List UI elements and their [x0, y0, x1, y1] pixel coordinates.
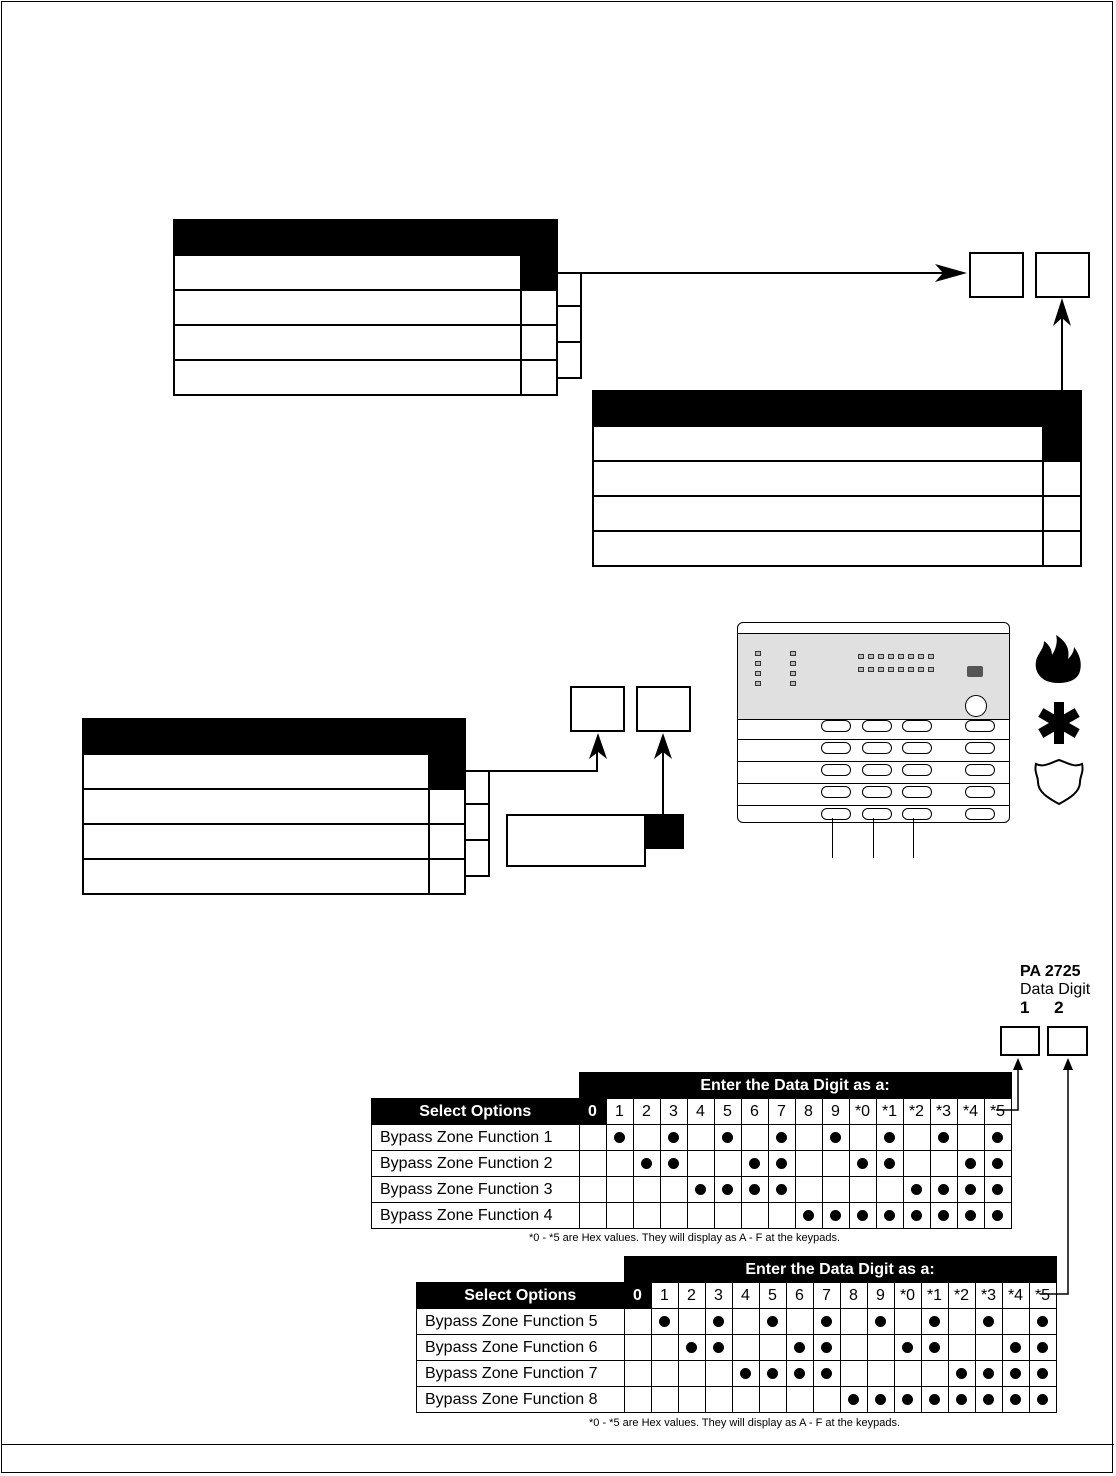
option-cell[interactable] — [651, 1387, 678, 1413]
option-cell[interactable] — [741, 1177, 768, 1203]
option-cell[interactable] — [813, 1387, 840, 1413]
connector-line — [488, 770, 490, 877]
options-grid-1 — [371, 1072, 1012, 1229]
row-label: Bypass Zone Function 5 — [417, 1309, 625, 1335]
row-label: Bypass Zone Function 1 — [372, 1125, 580, 1151]
arrow-up-icon — [587, 733, 609, 761]
option-cell[interactable] — [687, 1151, 714, 1177]
column-header: 6 — [741, 1099, 768, 1125]
option-cell[interactable] — [759, 1335, 786, 1361]
option-cell[interactable] — [633, 1151, 660, 1177]
option-cell[interactable] — [957, 1203, 984, 1229]
select-options-header: Select Options — [417, 1283, 625, 1309]
selected-dot-icon — [1010, 1342, 1021, 1353]
table-row — [417, 1387, 1057, 1413]
column-header: 5 — [714, 1099, 741, 1125]
option-cell[interactable] — [822, 1151, 849, 1177]
selected-dot-icon — [1037, 1368, 1048, 1379]
option-table-bottom-left — [82, 718, 466, 895]
column-header: *5 — [984, 1099, 1011, 1125]
option-cell[interactable] — [606, 1177, 633, 1203]
selected-dot-icon — [659, 1316, 670, 1327]
option-cell[interactable] — [624, 1309, 651, 1335]
option-cell[interactable] — [975, 1309, 1002, 1335]
digit-box-1[interactable] — [570, 686, 625, 732]
selected-dot-icon — [1010, 1394, 1021, 1405]
column-header: 4 — [687, 1099, 714, 1125]
option-cell[interactable] — [957, 1151, 984, 1177]
selected-dot-icon — [1037, 1342, 1048, 1353]
selected-dot-icon — [857, 1210, 868, 1221]
option-cell[interactable] — [732, 1361, 759, 1387]
selected-dot-icon — [929, 1316, 940, 1327]
option-cell[interactable] — [741, 1151, 768, 1177]
selected-dot-icon — [722, 1132, 733, 1143]
option-cell[interactable] — [957, 1177, 984, 1203]
option-cell[interactable] — [948, 1387, 975, 1413]
row-label: Bypass Zone Function 8 — [417, 1387, 625, 1413]
selected-dot-icon — [902, 1342, 913, 1353]
column-header: 6 — [786, 1283, 813, 1309]
selected-dot-icon — [938, 1184, 949, 1195]
options-grid-2 — [416, 1256, 1057, 1413]
option-cell[interactable] — [651, 1335, 678, 1361]
option-cell[interactable] — [687, 1177, 714, 1203]
option-cell[interactable] — [633, 1203, 660, 1229]
option-cell[interactable] — [660, 1125, 687, 1151]
column-header: 9 — [822, 1099, 849, 1125]
selected-dot-icon — [794, 1368, 805, 1379]
arrow-up-icon — [1051, 298, 1073, 328]
connector-line — [466, 770, 598, 772]
option-cell[interactable] — [849, 1151, 876, 1177]
option-cell[interactable] — [795, 1125, 822, 1151]
column-header: *3 — [975, 1283, 1002, 1309]
keypad-display-panel — [738, 633, 1010, 720]
selected-dot-icon — [875, 1394, 886, 1405]
selected-dot-icon — [983, 1394, 994, 1405]
table-row — [372, 1203, 1012, 1229]
option-cell[interactable] — [948, 1335, 975, 1361]
selected-dot-icon — [776, 1158, 787, 1169]
option-cell[interactable] — [849, 1125, 876, 1151]
selected-dot-icon — [1037, 1394, 1048, 1405]
selected-dot-icon — [803, 1210, 814, 1221]
column-header: 3 — [705, 1283, 732, 1309]
option-cell[interactable] — [894, 1309, 921, 1335]
column-header: 0 — [624, 1283, 651, 1309]
row-label: Bypass Zone Function 2 — [372, 1151, 580, 1177]
option-cell[interactable] — [705, 1335, 732, 1361]
pa-subtitle: Data Digit — [1020, 981, 1091, 998]
selected-dot-icon — [956, 1394, 967, 1405]
selected-dot-icon — [686, 1342, 697, 1353]
option-cell[interactable] — [714, 1203, 741, 1229]
option-cell[interactable] — [678, 1335, 705, 1361]
selected-dot-icon — [938, 1132, 949, 1143]
option-cell[interactable] — [786, 1387, 813, 1413]
connector-line — [558, 341, 582, 343]
keypad-leader-line — [873, 818, 874, 858]
selected-dot-icon — [992, 1210, 1003, 1221]
police-badge-icon — [1030, 758, 1088, 806]
option-cell[interactable] — [876, 1151, 903, 1177]
option-cell[interactable] — [921, 1361, 948, 1387]
flame-icon — [1030, 633, 1086, 685]
option-cell[interactable] — [921, 1335, 948, 1361]
pa-digit-numbers: 1 2 — [1020, 998, 1064, 1017]
column-header: 4 — [732, 1283, 759, 1309]
selected-dot-icon — [992, 1132, 1003, 1143]
column-header: 7 — [813, 1283, 840, 1309]
selected-dot-icon — [956, 1368, 967, 1379]
column-header: *2 — [903, 1099, 930, 1125]
option-table-middle-right — [592, 390, 1082, 567]
option-cell[interactable] — [822, 1125, 849, 1151]
grid-banner: Enter the Data Digit as a: — [624, 1257, 1056, 1283]
option-cell[interactable] — [624, 1387, 651, 1413]
selected-dot-icon — [983, 1368, 994, 1379]
option-cell[interactable] — [705, 1309, 732, 1335]
connector-line — [558, 377, 582, 379]
column-header: 5 — [759, 1283, 786, 1309]
column-header: *2 — [948, 1283, 975, 1309]
option-cell[interactable] — [876, 1203, 903, 1229]
selected-dot-icon — [911, 1184, 922, 1195]
option-cell[interactable] — [741, 1125, 768, 1151]
option-cell[interactable] — [687, 1203, 714, 1229]
arrow-right-icon — [935, 262, 969, 284]
row-label: Bypass Zone Function 7 — [417, 1361, 625, 1387]
selected-dot-icon — [884, 1158, 895, 1169]
column-header: 8 — [840, 1283, 867, 1309]
keypad-knob — [965, 695, 987, 717]
keypad-logo — [967, 666, 983, 677]
option-cell[interactable] — [975, 1387, 1002, 1413]
connector-line — [466, 803, 490, 805]
selected-dot-icon — [695, 1184, 706, 1195]
option-cell[interactable] — [957, 1125, 984, 1151]
option-cell[interactable] — [975, 1335, 1002, 1361]
option-cell[interactable] — [732, 1335, 759, 1361]
selected-dot-icon — [857, 1158, 868, 1169]
option-cell[interactable] — [759, 1361, 786, 1387]
option-cell[interactable] — [822, 1203, 849, 1229]
option-cell[interactable] — [930, 1151, 957, 1177]
option-cell[interactable] — [786, 1309, 813, 1335]
selected-dot-icon — [668, 1158, 679, 1169]
option-cell[interactable] — [984, 1125, 1011, 1151]
selected-dot-icon — [614, 1132, 625, 1143]
option-cell[interactable] — [741, 1203, 768, 1229]
selected-dot-icon — [929, 1342, 940, 1353]
column-header: *3 — [930, 1099, 957, 1125]
selected-dot-icon — [821, 1342, 832, 1353]
table-row — [372, 1177, 1012, 1203]
column-header: 1 — [606, 1099, 633, 1125]
connector-line — [466, 839, 490, 841]
option-cell[interactable] — [1029, 1361, 1056, 1387]
column-header: *0 — [849, 1099, 876, 1125]
keypad-leader-line — [832, 818, 833, 858]
option-cell[interactable] — [930, 1177, 957, 1203]
keypad-illustration — [737, 622, 1010, 823]
option-cell[interactable] — [579, 1177, 606, 1203]
selected-dot-icon — [776, 1184, 787, 1195]
column-header: *4 — [1002, 1283, 1029, 1309]
connector-line — [466, 875, 490, 877]
selected-dot-icon — [767, 1368, 778, 1379]
option-cell[interactable] — [1002, 1361, 1029, 1387]
option-cell[interactable] — [867, 1335, 894, 1361]
option-cell[interactable] — [840, 1309, 867, 1335]
option-cell[interactable] — [984, 1151, 1011, 1177]
option-cell[interactable] — [813, 1309, 840, 1335]
selected-dot-icon — [713, 1342, 724, 1353]
column-header: 7 — [768, 1099, 795, 1125]
option-cell[interactable] — [633, 1177, 660, 1203]
option-cell[interactable] — [849, 1177, 876, 1203]
column-header: *0 — [894, 1283, 921, 1309]
option-cell[interactable] — [714, 1151, 741, 1177]
option-cell[interactable] — [1002, 1387, 1029, 1413]
option-table-top-left — [173, 219, 558, 396]
option-cell[interactable] — [714, 1125, 741, 1151]
selected-dot-icon — [884, 1132, 895, 1143]
option-cell[interactable] — [840, 1387, 867, 1413]
option-cell[interactable] — [633, 1125, 660, 1151]
selected-dot-icon — [713, 1316, 724, 1327]
selected-dot-icon — [668, 1132, 679, 1143]
option-cell[interactable] — [579, 1203, 606, 1229]
option-cell[interactable] — [1029, 1335, 1056, 1361]
option-cell[interactable] — [732, 1387, 759, 1413]
column-header: 2 — [678, 1283, 705, 1309]
digit-box-2[interactable] — [636, 686, 691, 732]
connector-line — [580, 272, 582, 379]
option-cell[interactable] — [876, 1125, 903, 1151]
column-header: 9 — [867, 1283, 894, 1309]
column-header: *1 — [921, 1283, 948, 1309]
option-cell[interactable] — [759, 1387, 786, 1413]
option-cell[interactable] — [795, 1177, 822, 1203]
table-row — [372, 1125, 1012, 1151]
column-header: *5 — [1029, 1283, 1056, 1309]
selected-dot-icon — [740, 1368, 751, 1379]
option-cell[interactable] — [651, 1309, 678, 1335]
selected-dot-icon — [965, 1184, 976, 1195]
row-label: Bypass Zone Function 4 — [372, 1203, 580, 1229]
option-cell[interactable] — [624, 1335, 651, 1361]
asterisk-icon — [1036, 700, 1082, 746]
option-cell[interactable] — [786, 1335, 813, 1361]
option-cell[interactable] — [903, 1125, 930, 1151]
column-header: 0 — [579, 1099, 606, 1125]
option-cell[interactable] — [795, 1151, 822, 1177]
option-cell[interactable] — [678, 1361, 705, 1387]
selected-dot-icon — [938, 1210, 949, 1221]
option-cell[interactable] — [876, 1177, 903, 1203]
selected-dot-icon — [884, 1210, 895, 1221]
keypad-leader-line — [913, 818, 914, 858]
option-cell[interactable] — [840, 1335, 867, 1361]
hex-note: *0 - *5 are Hex values. They will display as A - F at the keypads. — [529, 1232, 841, 1244]
option-cell[interactable] — [705, 1387, 732, 1413]
option-cell[interactable] — [921, 1387, 948, 1413]
selected-dot-icon — [983, 1316, 994, 1327]
pa-label — [1020, 963, 1090, 1017]
option-cell[interactable] — [768, 1203, 795, 1229]
option-cell[interactable] — [921, 1309, 948, 1335]
option-cell[interactable] — [930, 1203, 957, 1229]
arrow-up-icon — [652, 733, 674, 761]
selected-dot-icon — [749, 1184, 760, 1195]
option-cell[interactable] — [606, 1125, 633, 1151]
selected-dot-icon — [902, 1394, 913, 1405]
grid-banner: Enter the Data Digit as a: — [579, 1073, 1011, 1099]
option-cell[interactable] — [624, 1361, 651, 1387]
digit-box-2[interactable] — [1035, 252, 1090, 298]
option-cell[interactable] — [822, 1177, 849, 1203]
selected-dot-icon — [830, 1210, 841, 1221]
option-cell[interactable] — [768, 1125, 795, 1151]
option-cell[interactable] — [867, 1361, 894, 1387]
option-cell[interactable] — [849, 1203, 876, 1229]
bottom-rule — [2, 1444, 1114, 1445]
selected-dot-icon — [776, 1132, 787, 1143]
value-box-marker — [644, 814, 684, 849]
option-cell[interactable] — [768, 1151, 795, 1177]
select-options-header: Select Options — [372, 1099, 580, 1125]
selected-dot-icon — [965, 1158, 976, 1169]
option-cell[interactable] — [1029, 1309, 1056, 1335]
table-row — [417, 1335, 1057, 1361]
option-cell[interactable] — [660, 1203, 687, 1229]
option-cell[interactable] — [903, 1203, 930, 1229]
option-cell[interactable] — [579, 1125, 606, 1151]
option-cell[interactable] — [660, 1177, 687, 1203]
option-cell[interactable] — [678, 1309, 705, 1335]
column-header: 8 — [795, 1099, 822, 1125]
option-cell[interactable] — [1029, 1387, 1056, 1413]
value-box — [506, 814, 646, 867]
data-digit-box-1[interactable] — [1000, 1026, 1040, 1056]
option-cell[interactable] — [975, 1361, 1002, 1387]
connector-line — [558, 272, 943, 274]
option-cell[interactable] — [984, 1203, 1011, 1229]
column-header: *1 — [876, 1099, 903, 1125]
option-cell[interactable] — [705, 1361, 732, 1387]
row-label: Bypass Zone Function 6 — [417, 1335, 625, 1361]
digit-box-1[interactable] — [969, 252, 1024, 298]
option-cell[interactable] — [714, 1177, 741, 1203]
selected-dot-icon — [875, 1316, 886, 1327]
column-header: 1 — [651, 1283, 678, 1309]
option-cell[interactable] — [813, 1361, 840, 1387]
table-row — [417, 1361, 1057, 1387]
column-header: 3 — [660, 1099, 687, 1125]
selected-dot-icon — [929, 1394, 940, 1405]
option-cell[interactable] — [894, 1387, 921, 1413]
option-cell[interactable] — [606, 1151, 633, 1177]
hex-note: *0 - *5 are Hex values. They will display as A - F at the keypads. — [589, 1417, 901, 1429]
selected-dot-icon — [911, 1210, 922, 1221]
table-row — [417, 1309, 1057, 1335]
option-cell[interactable] — [1002, 1335, 1029, 1361]
pa-code: PA 2725 — [1020, 963, 1081, 980]
selected-dot-icon — [830, 1132, 841, 1143]
selected-dot-icon — [821, 1316, 832, 1327]
option-cell[interactable] — [894, 1361, 921, 1387]
selected-dot-icon — [821, 1368, 832, 1379]
data-digit-box-2[interactable] — [1047, 1026, 1088, 1056]
option-cell[interactable] — [948, 1361, 975, 1387]
column-header: 2 — [633, 1099, 660, 1125]
option-cell[interactable] — [660, 1151, 687, 1177]
option-cell[interactable] — [840, 1361, 867, 1387]
connector-line — [558, 305, 582, 307]
selected-dot-icon — [965, 1210, 976, 1221]
option-cell[interactable] — [795, 1203, 822, 1229]
option-cell[interactable] — [948, 1309, 975, 1335]
option-cell[interactable] — [903, 1151, 930, 1177]
option-cell[interactable] — [651, 1361, 678, 1387]
option-cell[interactable] — [678, 1387, 705, 1413]
selected-dot-icon — [794, 1342, 805, 1353]
selected-dot-icon — [1037, 1316, 1048, 1327]
option-cell[interactable] — [759, 1309, 786, 1335]
option-cell[interactable] — [930, 1125, 957, 1151]
selected-dot-icon — [992, 1184, 1003, 1195]
option-cell[interactable] — [984, 1177, 1011, 1203]
option-cell[interactable] — [786, 1361, 813, 1387]
selected-dot-icon — [749, 1158, 760, 1169]
selected-dot-icon — [641, 1158, 652, 1169]
selected-dot-icon — [722, 1184, 733, 1195]
selected-dot-icon — [848, 1394, 859, 1405]
option-cell[interactable] — [606, 1203, 633, 1229]
option-cell[interactable] — [768, 1177, 795, 1203]
selected-dot-icon — [992, 1158, 1003, 1169]
option-cell[interactable] — [867, 1387, 894, 1413]
option-cell[interactable] — [687, 1125, 714, 1151]
option-cell[interactable] — [867, 1309, 894, 1335]
option-cell[interactable] — [813, 1335, 840, 1361]
selected-dot-icon — [767, 1316, 778, 1327]
selected-dot-icon — [1010, 1368, 1021, 1379]
table-row — [372, 1151, 1012, 1177]
option-cell[interactable] — [579, 1151, 606, 1177]
row-label: Bypass Zone Function 3 — [372, 1177, 580, 1203]
column-header: *4 — [957, 1099, 984, 1125]
option-cell[interactable] — [1002, 1309, 1029, 1335]
option-cell[interactable] — [894, 1335, 921, 1361]
option-cell[interactable] — [903, 1177, 930, 1203]
connector-line — [1061, 318, 1063, 392]
option-cell[interactable] — [732, 1309, 759, 1335]
